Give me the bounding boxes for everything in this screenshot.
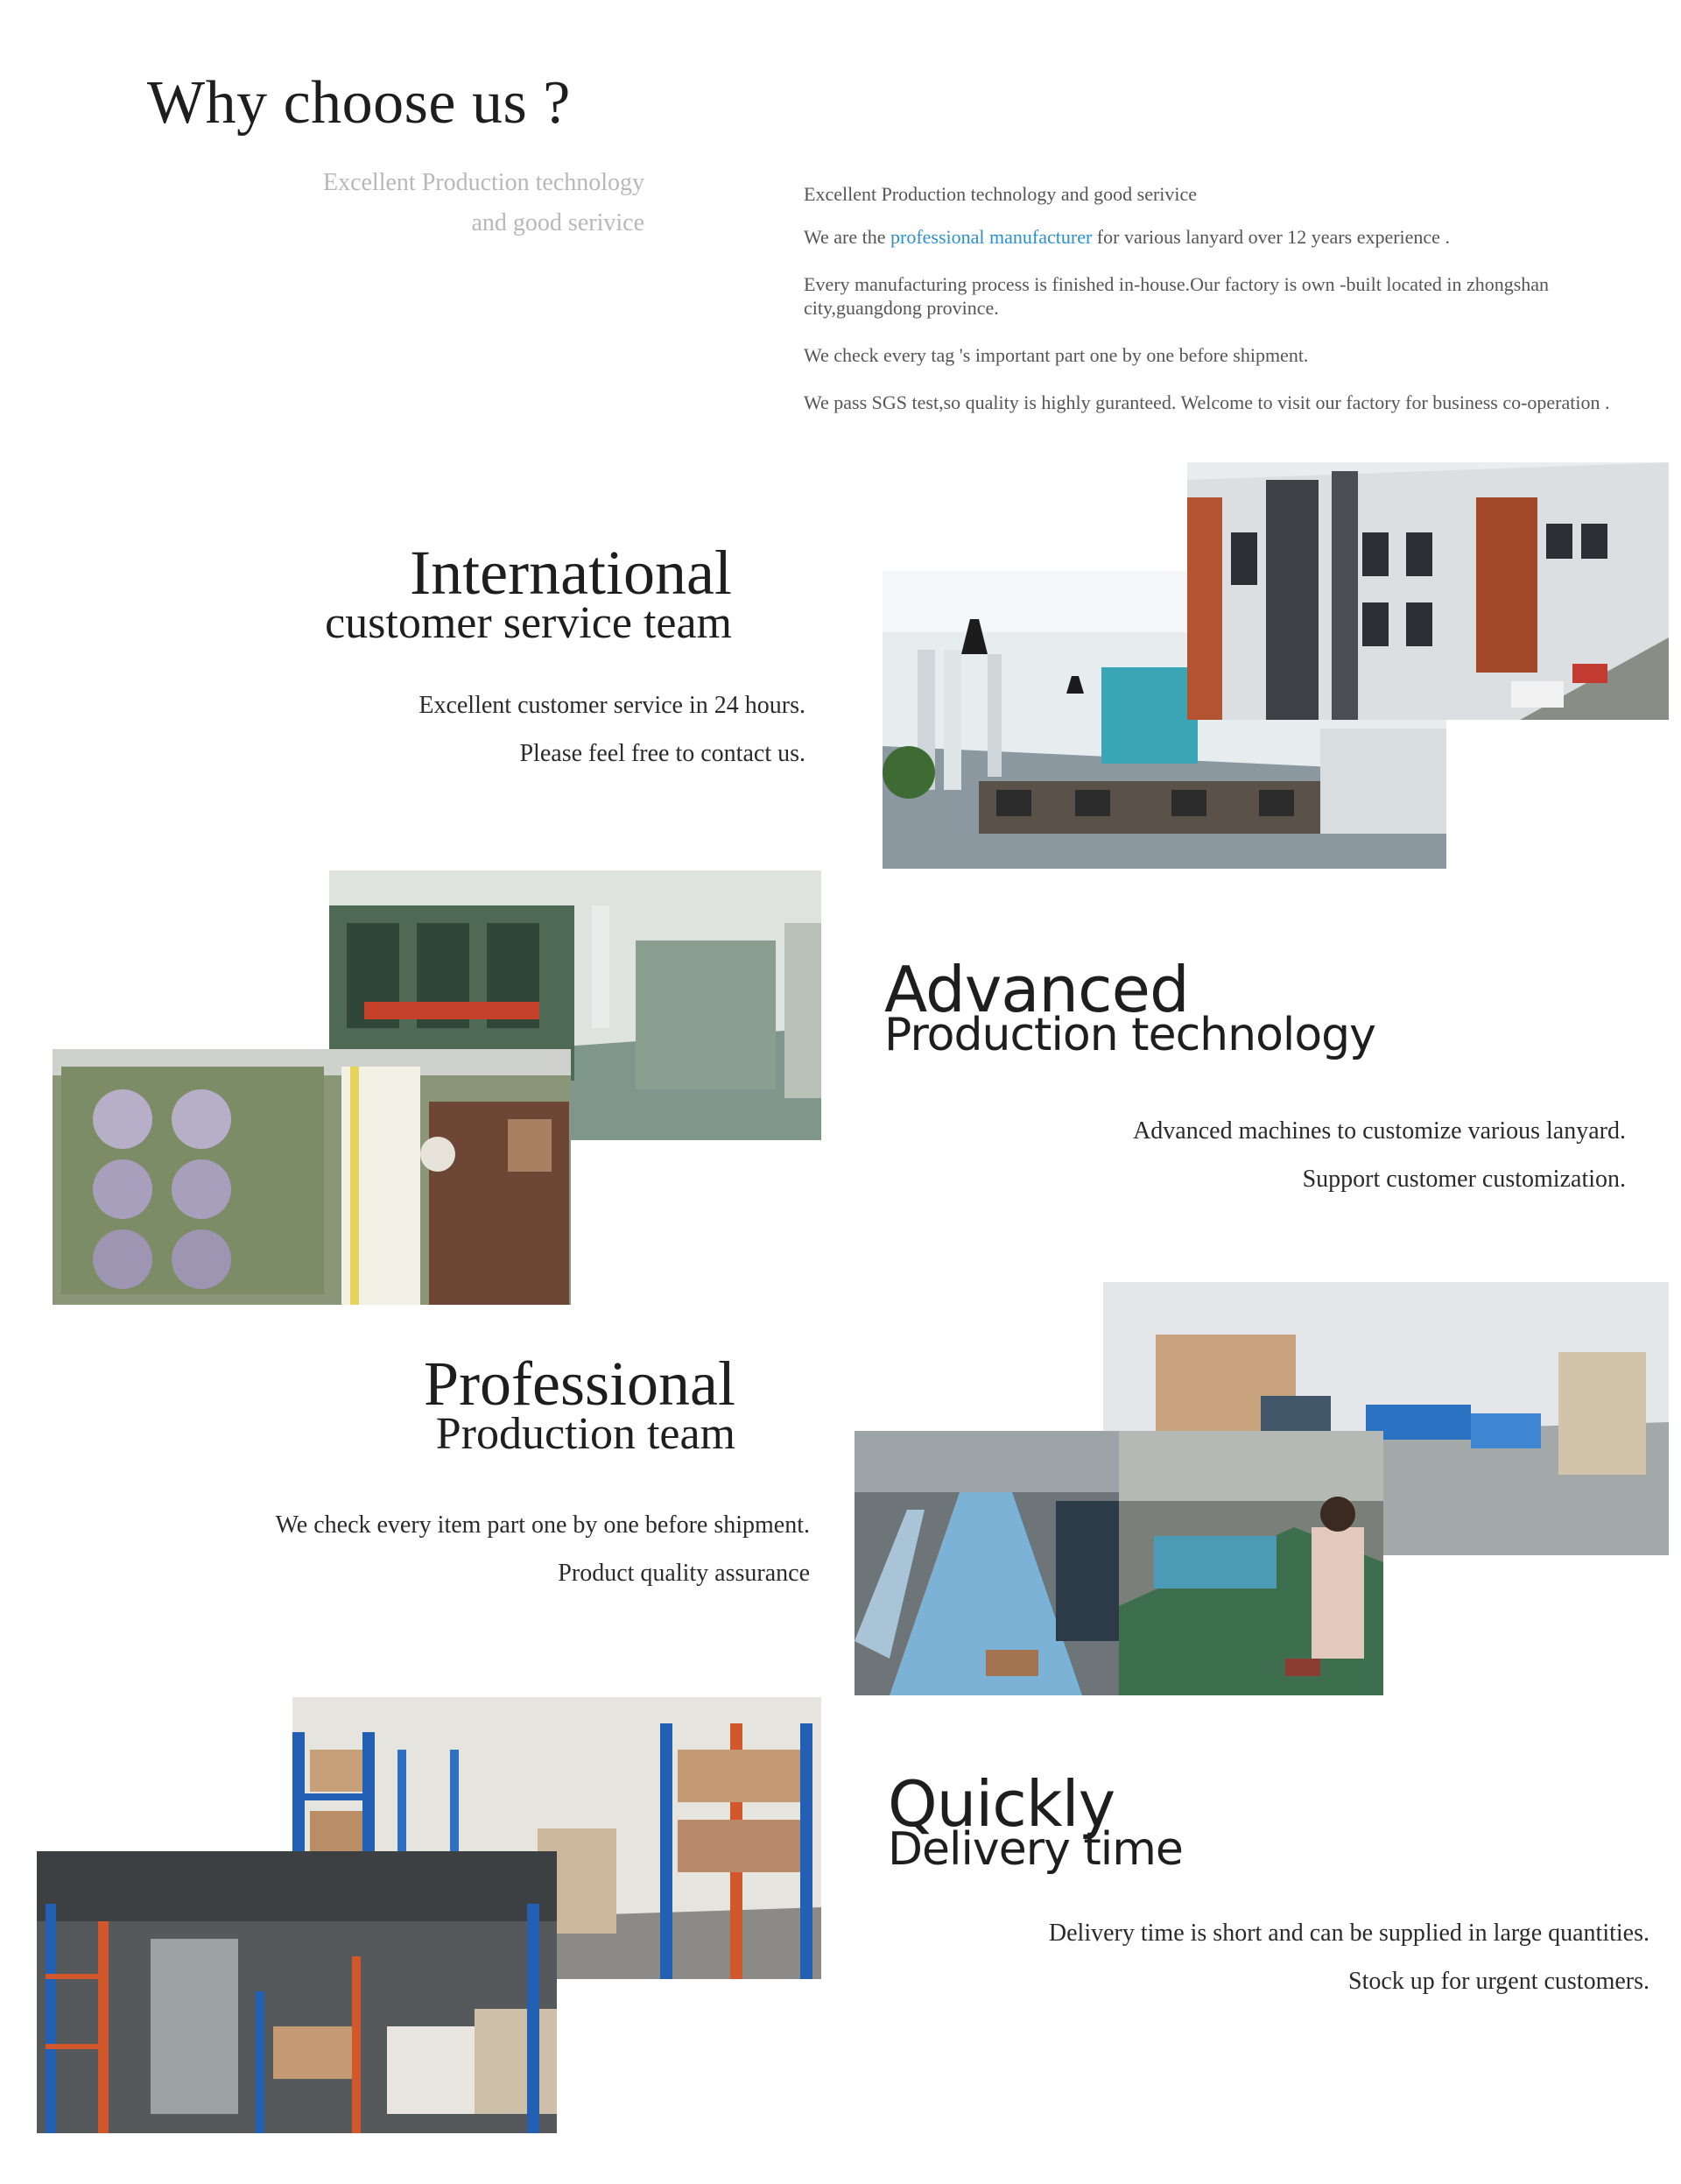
factory-building-photo [1187, 462, 1669, 720]
section-1-text-1: Excellent customer service in 24 hours. [418, 692, 805, 719]
loom-spools-photo [53, 1049, 571, 1305]
section-3-text-1: We check every item part one by one before shipment. [275, 1511, 810, 1539]
section-2-text-1: Advanced machines to customize various lanyard. [1133, 1117, 1626, 1145]
intro-paragraph-1 [804, 225, 1618, 249]
warehouse-entrance-photo [37, 1851, 557, 2133]
intro-paragraph-2: Every manufacturing process is finished in-house.Our factory is own -built located in zhongshan city,guangdong province. [804, 273, 1550, 319]
intro-p1-tail: for various lanyard over 12 years experience . [1092, 226, 1450, 248]
intro-paragraph-4: We pass SGS test,so quality is highly guranteed. Welcome to visit our factory for business co-operation . [804, 391, 1610, 413]
workshop-workers-photo [1119, 1431, 1383, 1695]
section-4-text-1: Delivery time is short and can be supplied in large quantities. [1048, 1920, 1649, 1947]
page-title: Why choose us ? [147, 69, 571, 137]
section-3-text-2: Product quality assurance [558, 1560, 810, 1587]
section-2-text-2: Support customer customization. [1302, 1166, 1626, 1193]
section-2-title: Advanced [884, 953, 1189, 1026]
section-1-subtitle: customer service team [325, 598, 732, 648]
section-2-subtitle: Production technology [884, 1009, 1375, 1061]
intro-heading: Excellent Production technology and good serivice [804, 183, 1198, 205]
section-1-title: International [410, 538, 732, 608]
professional-manufacturer-link[interactable]: professional manufacturer [890, 226, 1093, 248]
section-3-subtitle: Production team [435, 1409, 735, 1459]
workshop-tables-photo [855, 1431, 1119, 1695]
section-4-subtitle: Delivery time [888, 1823, 1183, 1876]
section-4-title: Quickly [888, 1767, 1115, 1841]
section-3-title: Professional [424, 1349, 735, 1419]
section-1-text-2: Please feel free to contact us. [519, 740, 805, 767]
subtitle-line-1: Excellent Production technology [322, 169, 644, 196]
section-4-text-2: Stock up for urgent customers. [1348, 1968, 1649, 1995]
subtitle-line-2: and good serivice [471, 209, 644, 236]
intro-paragraph-3: We check every tag 's important part one by one before shipment. [804, 344, 1309, 366]
intro-p1-text: We are the [804, 226, 890, 248]
